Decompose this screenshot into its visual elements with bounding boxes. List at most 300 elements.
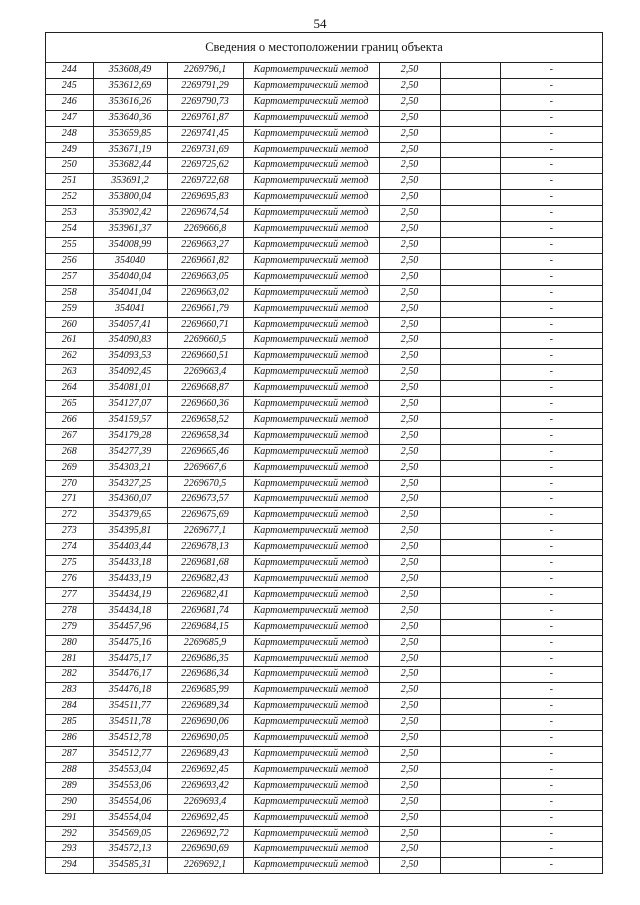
x-coordinate-cell: 354008,99 [93, 237, 167, 253]
point-number-cell: 277 [46, 587, 93, 603]
precision-cell: 2,50 [379, 222, 440, 238]
table-row [46, 635, 602, 651]
extra-cell [440, 778, 500, 794]
description-cell: - [500, 731, 602, 747]
extra-cell [440, 508, 500, 524]
method-cell: Картометрический метод [243, 301, 379, 317]
table-row [46, 619, 602, 635]
table-row [46, 269, 602, 285]
y-coordinate-cell: 2269665,46 [167, 444, 243, 460]
y-coordinate-cell: 2269690,69 [167, 842, 243, 858]
point-number-cell: 280 [46, 635, 93, 651]
method-cell: Картометрический метод [243, 428, 379, 444]
precision-cell: 2,50 [379, 508, 440, 524]
y-coordinate-cell: 2269673,57 [167, 492, 243, 508]
method-cell: Картометрический метод [243, 476, 379, 492]
y-coordinate-cell: 2269690,05 [167, 731, 243, 747]
table-row [46, 715, 602, 731]
extra-cell [440, 333, 500, 349]
description-cell: - [500, 540, 602, 556]
x-coordinate-cell: 354403,44 [93, 540, 167, 556]
table-row [46, 762, 602, 778]
table-row [46, 190, 602, 206]
extra-cell [440, 190, 500, 206]
x-coordinate-cell: 354572,13 [93, 842, 167, 858]
extra-cell [440, 762, 500, 778]
point-number-cell: 276 [46, 572, 93, 588]
description-cell: - [500, 460, 602, 476]
description-cell: - [500, 142, 602, 158]
y-coordinate-cell: 2269682,43 [167, 572, 243, 588]
method-cell: Картометрический метод [243, 524, 379, 540]
precision-cell: 2,50 [379, 794, 440, 810]
precision-cell: 2,50 [379, 556, 440, 572]
precision-cell: 2,50 [379, 237, 440, 253]
method-cell: Картометрический метод [243, 381, 379, 397]
x-coordinate-cell: 354434,19 [93, 587, 167, 603]
method-cell: Картометрический метод [243, 715, 379, 731]
point-number-cell: 256 [46, 253, 93, 269]
y-coordinate-cell: 2269661,82 [167, 253, 243, 269]
method-cell: Картометрический метод [243, 78, 379, 94]
point-number-cell: 249 [46, 142, 93, 158]
method-cell: Картометрический метод [243, 397, 379, 413]
precision-cell: 2,50 [379, 285, 440, 301]
extra-cell [440, 174, 500, 190]
description-cell: - [500, 63, 602, 78]
extra-cell [440, 794, 500, 810]
point-number-cell: 269 [46, 460, 93, 476]
y-coordinate-cell: 2269692,72 [167, 826, 243, 842]
extra-cell [440, 651, 500, 667]
table-row [46, 126, 602, 142]
precision-cell: 2,50 [379, 524, 440, 540]
table-row [46, 731, 602, 747]
point-number-cell: 270 [46, 476, 93, 492]
y-coordinate-cell: 2269663,05 [167, 269, 243, 285]
extra-cell [440, 222, 500, 238]
description-cell: - [500, 508, 602, 524]
method-cell: Картометрический метод [243, 142, 379, 158]
x-coordinate-cell: 354092,45 [93, 365, 167, 381]
extra-cell [440, 699, 500, 715]
table-row [46, 381, 602, 397]
y-coordinate-cell: 2269689,43 [167, 746, 243, 762]
point-number-cell: 250 [46, 158, 93, 174]
coordinates-table [46, 63, 602, 874]
description-cell: - [500, 237, 602, 253]
boundary-table-sheet [45, 32, 603, 874]
point-number-cell: 266 [46, 412, 93, 428]
x-coordinate-cell: 354040 [93, 253, 167, 269]
description-cell: - [500, 126, 602, 142]
x-coordinate-cell: 354585,31 [93, 858, 167, 874]
description-cell: - [500, 778, 602, 794]
description-cell: - [500, 826, 602, 842]
point-number-cell: 282 [46, 667, 93, 683]
y-coordinate-cell: 2269790,73 [167, 94, 243, 110]
point-number-cell: 257 [46, 269, 93, 285]
x-coordinate-cell: 354395,81 [93, 524, 167, 540]
method-cell: Картометрический метод [243, 778, 379, 794]
table-row [46, 174, 602, 190]
extra-cell [440, 810, 500, 826]
point-number-cell: 258 [46, 285, 93, 301]
extra-cell [440, 237, 500, 253]
x-coordinate-cell: 354512,77 [93, 746, 167, 762]
y-coordinate-cell: 2269663,02 [167, 285, 243, 301]
table-row [46, 540, 602, 556]
precision-cell: 2,50 [379, 826, 440, 842]
point-number-cell: 264 [46, 381, 93, 397]
y-coordinate-cell: 2269660,71 [167, 317, 243, 333]
method-cell: Картометрический метод [243, 842, 379, 858]
x-coordinate-cell: 354360,07 [93, 492, 167, 508]
point-number-cell: 294 [46, 858, 93, 874]
x-coordinate-cell: 354303,21 [93, 460, 167, 476]
page-number: 54 [313, 16, 327, 31]
method-cell: Картометрический метод [243, 110, 379, 126]
point-number-cell: 255 [46, 237, 93, 253]
method-cell: Картометрический метод [243, 794, 379, 810]
description-cell: - [500, 762, 602, 778]
precision-cell: 2,50 [379, 683, 440, 699]
method-cell: Картометрический метод [243, 444, 379, 460]
extra-cell [440, 349, 500, 365]
coordinates-table-body [46, 63, 602, 874]
extra-cell [440, 667, 500, 683]
table-row [46, 142, 602, 158]
point-number-cell: 247 [46, 110, 93, 126]
y-coordinate-cell: 2269693,4 [167, 794, 243, 810]
point-number-cell: 246 [46, 94, 93, 110]
extra-cell [440, 381, 500, 397]
x-coordinate-cell: 354512,78 [93, 731, 167, 747]
precision-cell: 2,50 [379, 731, 440, 747]
x-coordinate-cell: 354081,01 [93, 381, 167, 397]
method-cell: Картометрический метод [243, 826, 379, 842]
x-coordinate-cell: 354433,18 [93, 556, 167, 572]
extra-cell [440, 476, 500, 492]
point-number-cell: 290 [46, 794, 93, 810]
description-cell: - [500, 444, 602, 460]
point-number-cell: 252 [46, 190, 93, 206]
point-number-cell: 268 [46, 444, 93, 460]
y-coordinate-cell: 2269741,45 [167, 126, 243, 142]
table-row [46, 444, 602, 460]
table-row [46, 826, 602, 842]
extra-cell [440, 492, 500, 508]
method-cell: Картометрический метод [243, 587, 379, 603]
y-coordinate-cell: 2269677,1 [167, 524, 243, 540]
extra-cell [440, 285, 500, 301]
extra-cell [440, 587, 500, 603]
method-cell: Картометрический метод [243, 269, 379, 285]
description-cell: - [500, 269, 602, 285]
point-number-cell: 263 [46, 365, 93, 381]
point-number-cell: 279 [46, 619, 93, 635]
point-number-cell: 275 [46, 556, 93, 572]
y-coordinate-cell: 2269666,8 [167, 222, 243, 238]
precision-cell: 2,50 [379, 667, 440, 683]
precision-cell: 2,50 [379, 778, 440, 794]
description-cell: - [500, 603, 602, 619]
point-number-cell: 283 [46, 683, 93, 699]
point-number-cell: 274 [46, 540, 93, 556]
extra-cell [440, 683, 500, 699]
point-number-cell: 251 [46, 174, 93, 190]
precision-cell: 2,50 [379, 746, 440, 762]
description-cell: - [500, 476, 602, 492]
point-number-cell: 267 [46, 428, 93, 444]
y-coordinate-cell: 2269678,13 [167, 540, 243, 556]
precision-cell: 2,50 [379, 412, 440, 428]
description-cell: - [500, 158, 602, 174]
description-cell: - [500, 381, 602, 397]
precision-cell: 2,50 [379, 126, 440, 142]
table-row [46, 110, 602, 126]
table-row [46, 63, 602, 78]
precision-cell: 2,50 [379, 301, 440, 317]
description-cell: - [500, 333, 602, 349]
method-cell: Картометрический метод [243, 333, 379, 349]
description-cell: - [500, 746, 602, 762]
method-cell: Картометрический метод [243, 540, 379, 556]
precision-cell: 2,50 [379, 858, 440, 874]
y-coordinate-cell: 2269695,83 [167, 190, 243, 206]
description-cell: - [500, 715, 602, 731]
precision-cell: 2,50 [379, 476, 440, 492]
x-coordinate-cell: 354057,41 [93, 317, 167, 333]
precision-cell: 2,50 [379, 78, 440, 94]
table-row [46, 699, 602, 715]
method-cell: Картометрический метод [243, 349, 379, 365]
table-row [46, 333, 602, 349]
y-coordinate-cell: 2269667,6 [167, 460, 243, 476]
extra-cell [440, 397, 500, 413]
point-number-cell: 289 [46, 778, 93, 794]
extra-cell [440, 842, 500, 858]
x-coordinate-cell: 354476,18 [93, 683, 167, 699]
point-number-cell: 286 [46, 731, 93, 747]
table-row [46, 524, 602, 540]
method-cell: Картометрический метод [243, 810, 379, 826]
x-coordinate-cell: 353640,36 [93, 110, 167, 126]
y-coordinate-cell: 2269658,34 [167, 428, 243, 444]
table-row [46, 397, 602, 413]
description-cell: - [500, 190, 602, 206]
table-row [46, 237, 602, 253]
table-row [46, 349, 602, 365]
precision-cell: 2,50 [379, 110, 440, 126]
table-row [46, 587, 602, 603]
y-coordinate-cell: 2269692,1 [167, 858, 243, 874]
x-coordinate-cell: 354327,25 [93, 476, 167, 492]
description-cell: - [500, 587, 602, 603]
method-cell: Картометрический метод [243, 206, 379, 222]
y-coordinate-cell: 2269660,51 [167, 349, 243, 365]
y-coordinate-cell: 2269668,87 [167, 381, 243, 397]
table-row [46, 778, 602, 794]
method-cell: Картометрический метод [243, 222, 379, 238]
point-number-cell: 281 [46, 651, 93, 667]
y-coordinate-cell: 2269660,36 [167, 397, 243, 413]
description-cell: - [500, 110, 602, 126]
description-cell: - [500, 174, 602, 190]
description-cell: - [500, 619, 602, 635]
x-coordinate-cell: 354433,19 [93, 572, 167, 588]
point-number-cell: 293 [46, 842, 93, 858]
y-coordinate-cell: 2269731,69 [167, 142, 243, 158]
method-cell: Картометрический метод [243, 190, 379, 206]
x-coordinate-cell: 354277,39 [93, 444, 167, 460]
y-coordinate-cell: 2269686,35 [167, 651, 243, 667]
table-row [46, 301, 602, 317]
point-number-cell: 245 [46, 78, 93, 94]
extra-cell [440, 603, 500, 619]
description-cell: - [500, 810, 602, 826]
y-coordinate-cell: 2269690,06 [167, 715, 243, 731]
x-coordinate-cell: 354090,83 [93, 333, 167, 349]
extra-cell [440, 412, 500, 428]
table-row [46, 158, 602, 174]
precision-cell: 2,50 [379, 699, 440, 715]
description-cell: - [500, 428, 602, 444]
extra-cell [440, 301, 500, 317]
y-coordinate-cell: 2269791,29 [167, 78, 243, 94]
extra-cell [440, 540, 500, 556]
method-cell: Картометрический метод [243, 731, 379, 747]
y-coordinate-cell: 2269682,41 [167, 587, 243, 603]
precision-cell: 2,50 [379, 540, 440, 556]
extra-cell [440, 731, 500, 747]
precision-cell: 2,50 [379, 365, 440, 381]
x-coordinate-cell: 354093,53 [93, 349, 167, 365]
extra-cell [440, 524, 500, 540]
point-number-cell: 259 [46, 301, 93, 317]
extra-cell [440, 746, 500, 762]
x-coordinate-cell: 354554,06 [93, 794, 167, 810]
x-coordinate-cell: 354434,18 [93, 603, 167, 619]
description-cell: - [500, 222, 602, 238]
method-cell: Картометрический метод [243, 126, 379, 142]
description-cell: - [500, 317, 602, 333]
x-coordinate-cell: 354041 [93, 301, 167, 317]
method-cell: Картометрический метод [243, 635, 379, 651]
method-cell: Картометрический метод [243, 285, 379, 301]
point-number-cell: 265 [46, 397, 93, 413]
x-coordinate-cell: 354457,96 [93, 619, 167, 635]
x-coordinate-cell: 353691,2 [93, 174, 167, 190]
extra-cell [440, 635, 500, 651]
precision-cell: 2,50 [379, 715, 440, 731]
method-cell: Картометрический метод [243, 158, 379, 174]
method-cell: Картометрический метод [243, 460, 379, 476]
x-coordinate-cell: 353800,04 [93, 190, 167, 206]
table-row [46, 842, 602, 858]
description-cell: - [500, 412, 602, 428]
table-row [46, 412, 602, 428]
description-cell: - [500, 556, 602, 572]
point-number-cell: 260 [46, 317, 93, 333]
table-row [46, 285, 602, 301]
method-cell: Картометрический метод [243, 667, 379, 683]
method-cell: Картометрический метод [243, 237, 379, 253]
method-cell: Картометрический метод [243, 858, 379, 874]
extra-cell [440, 317, 500, 333]
method-cell: Картометрический метод [243, 683, 379, 699]
method-cell: Картометрический метод [243, 174, 379, 190]
extra-cell [440, 858, 500, 874]
precision-cell: 2,50 [379, 381, 440, 397]
method-cell: Картометрический метод [243, 317, 379, 333]
method-cell: Картометрический метод [243, 603, 379, 619]
precision-cell: 2,50 [379, 174, 440, 190]
method-cell: Картометрический метод [243, 412, 379, 428]
description-cell: - [500, 301, 602, 317]
extra-cell [440, 460, 500, 476]
point-number-cell: 261 [46, 333, 93, 349]
point-number-cell: 288 [46, 762, 93, 778]
x-coordinate-cell: 354379,65 [93, 508, 167, 524]
description-cell: - [500, 206, 602, 222]
precision-cell: 2,50 [379, 63, 440, 78]
table-row [46, 317, 602, 333]
method-cell: Картометрический метод [243, 492, 379, 508]
x-coordinate-cell: 353671,19 [93, 142, 167, 158]
y-coordinate-cell: 2269685,9 [167, 635, 243, 651]
x-coordinate-cell: 354554,04 [93, 810, 167, 826]
extra-cell [440, 206, 500, 222]
table-row [46, 94, 602, 110]
method-cell: Картометрический метод [243, 63, 379, 78]
table-row [46, 810, 602, 826]
point-number-cell: 262 [46, 349, 93, 365]
precision-cell: 2,50 [379, 619, 440, 635]
y-coordinate-cell: 2269692,45 [167, 762, 243, 778]
description-cell: - [500, 397, 602, 413]
point-number-cell: 287 [46, 746, 93, 762]
precision-cell: 2,50 [379, 635, 440, 651]
point-number-cell: 248 [46, 126, 93, 142]
description-cell: - [500, 365, 602, 381]
extra-cell [440, 619, 500, 635]
description-cell: - [500, 667, 602, 683]
extra-cell [440, 94, 500, 110]
extra-cell [440, 365, 500, 381]
point-number-cell: 272 [46, 508, 93, 524]
x-coordinate-cell: 354041,04 [93, 285, 167, 301]
table-row [46, 746, 602, 762]
extra-cell [440, 126, 500, 142]
y-coordinate-cell: 2269796,1 [167, 63, 243, 78]
precision-cell: 2,50 [379, 94, 440, 110]
extra-cell [440, 253, 500, 269]
x-coordinate-cell: 354553,04 [93, 762, 167, 778]
table-row [46, 365, 602, 381]
x-coordinate-cell: 354159,57 [93, 412, 167, 428]
precision-cell: 2,50 [379, 572, 440, 588]
table-row [46, 858, 602, 874]
table-row [46, 794, 602, 810]
y-coordinate-cell: 2269663,27 [167, 237, 243, 253]
description-cell: - [500, 253, 602, 269]
precision-cell: 2,50 [379, 190, 440, 206]
y-coordinate-cell: 2269725,62 [167, 158, 243, 174]
point-number-cell: 292 [46, 826, 93, 842]
method-cell: Картометрический метод [243, 365, 379, 381]
precision-cell: 2,50 [379, 444, 440, 460]
